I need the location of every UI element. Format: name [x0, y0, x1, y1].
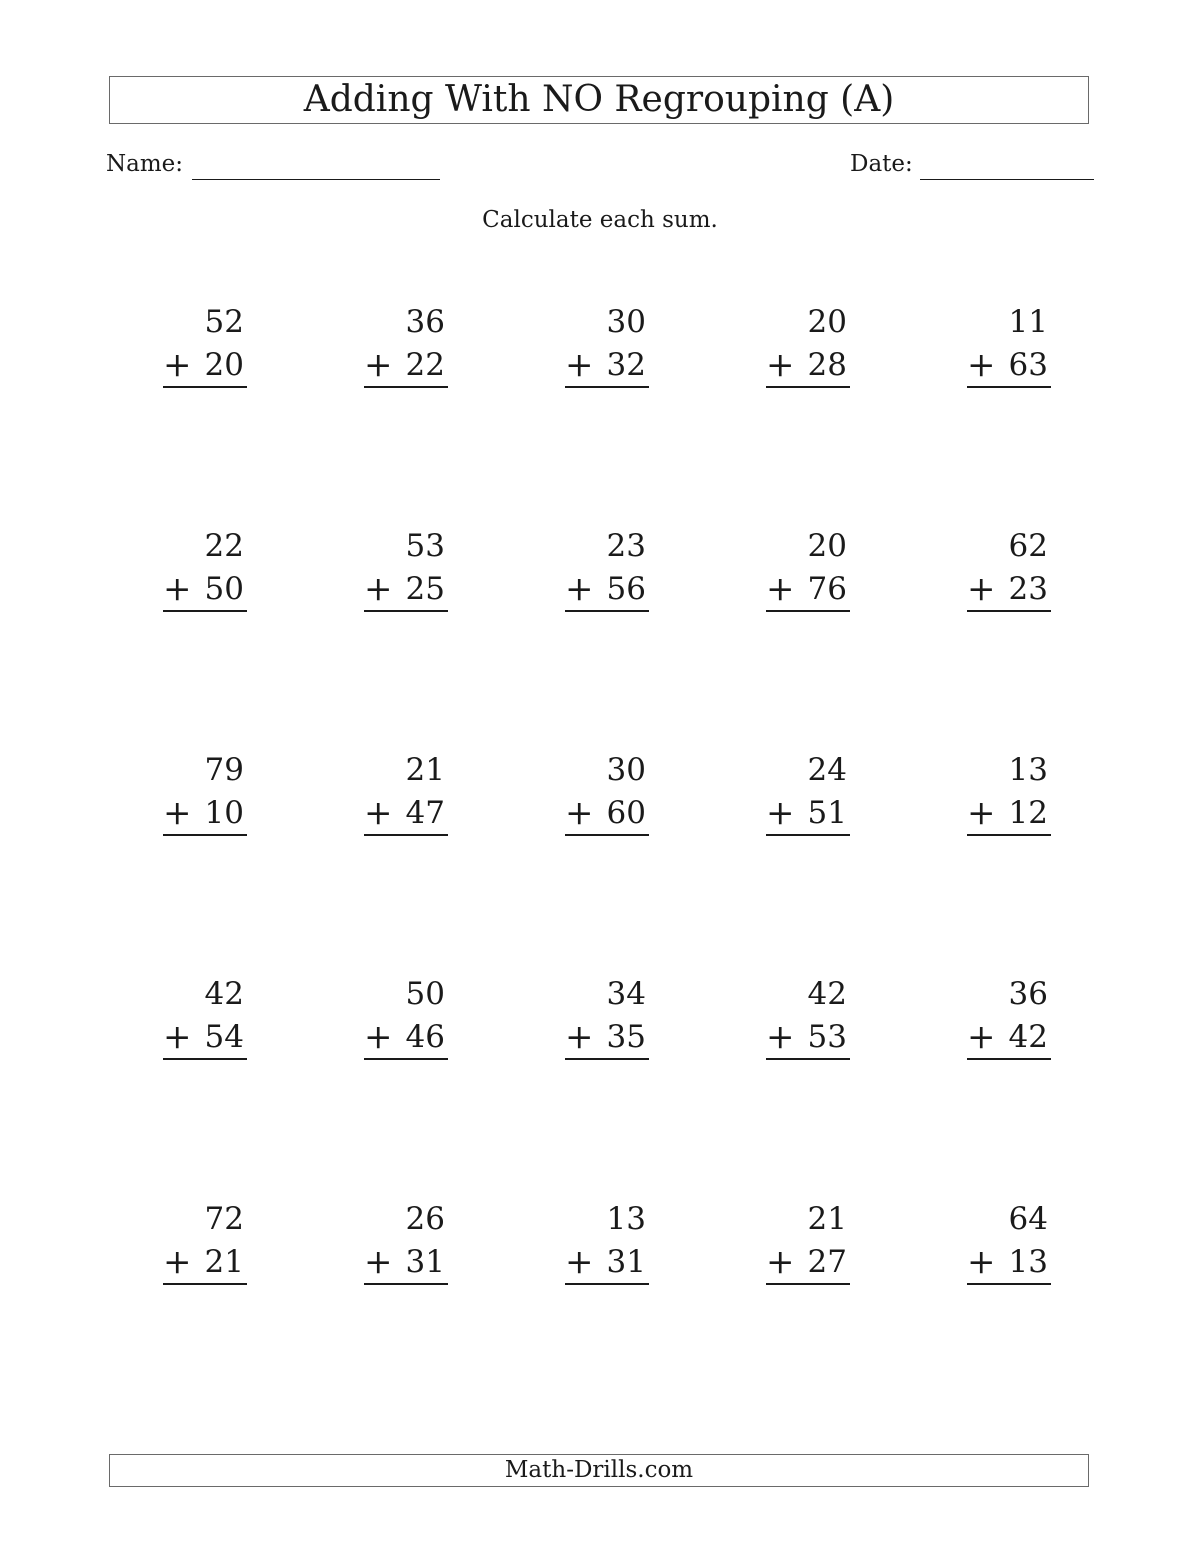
addition-problem — [364, 750, 448, 836]
addend-bottom: 21 — [204, 1244, 244, 1280]
addition-problem — [364, 974, 448, 1060]
footer-site: Math-Drills.com — [109, 1454, 1089, 1487]
addition-problem — [565, 302, 649, 388]
addend-bottom: 35 — [606, 1019, 646, 1055]
addition-problem — [766, 526, 850, 612]
addition-problem — [565, 750, 649, 836]
plus-sign: + — [967, 345, 996, 385]
plus-sign: + — [766, 1017, 795, 1057]
plus-sign: + — [565, 793, 594, 833]
instructions: Calculate each sum. — [482, 207, 718, 233]
sum-line — [967, 1283, 1051, 1285]
name-label: Name: — [106, 151, 184, 177]
addend-bottom: 32 — [606, 347, 646, 383]
sum-line — [364, 1058, 448, 1060]
sum-line — [565, 1058, 649, 1060]
sum-line — [163, 386, 247, 388]
addition-problem — [364, 526, 448, 612]
addend-bottom: 47 — [405, 795, 445, 831]
addend-bottom: 10 — [204, 795, 244, 831]
sum-line — [364, 834, 448, 836]
addend-bottom: 25 — [405, 571, 445, 607]
addend-top: 13 — [606, 1201, 646, 1237]
addend-bottom: 23 — [1008, 571, 1048, 607]
sum-line — [766, 386, 850, 388]
sum-line — [364, 1283, 448, 1285]
addition-problem — [163, 302, 247, 388]
addend-top: 36 — [1008, 976, 1048, 1012]
addend-bottom: 27 — [807, 1244, 847, 1280]
plus-sign: + — [967, 1242, 996, 1282]
addend-top: 42 — [204, 976, 244, 1012]
addend-bottom: 63 — [1008, 347, 1048, 383]
name-field[interactable] — [192, 179, 440, 180]
addend-top: 21 — [807, 1201, 847, 1237]
addition-problem — [766, 302, 850, 388]
plus-sign: + — [163, 1242, 192, 1282]
addition-problem — [967, 302, 1051, 388]
addend-bottom: 76 — [807, 571, 847, 607]
sum-line — [364, 610, 448, 612]
addend-top: 26 — [405, 1201, 445, 1237]
plus-sign: + — [766, 569, 795, 609]
addend-top: 20 — [807, 304, 847, 340]
date-field[interactable] — [920, 179, 1094, 180]
sum-line — [163, 610, 247, 612]
plus-sign: + — [967, 569, 996, 609]
addend-bottom: 53 — [807, 1019, 847, 1055]
sum-line — [565, 1283, 649, 1285]
plus-sign: + — [766, 1242, 795, 1282]
sum-line — [766, 1058, 850, 1060]
sum-line — [766, 834, 850, 836]
addition-problem — [565, 526, 649, 612]
sum-line — [967, 610, 1051, 612]
addend-top: 22 — [204, 528, 244, 564]
sum-line — [163, 1283, 247, 1285]
plus-sign: + — [163, 569, 192, 609]
addend-top: 11 — [1008, 304, 1048, 340]
addend-top: 21 — [405, 752, 445, 788]
sum-line — [163, 834, 247, 836]
plus-sign: + — [766, 345, 795, 385]
sum-line — [766, 1283, 850, 1285]
addition-problem — [565, 1199, 649, 1285]
addend-bottom: 56 — [606, 571, 646, 607]
sum-line — [364, 386, 448, 388]
plus-sign: + — [565, 569, 594, 609]
plus-sign: + — [967, 793, 996, 833]
plus-sign: + — [364, 1017, 393, 1057]
addend-bottom: 60 — [606, 795, 646, 831]
sum-line — [967, 386, 1051, 388]
addend-top: 53 — [405, 528, 445, 564]
addend-top: 42 — [807, 976, 847, 1012]
addition-problem — [766, 974, 850, 1060]
addend-top: 20 — [807, 528, 847, 564]
addend-top: 30 — [606, 752, 646, 788]
addend-bottom: 50 — [204, 571, 244, 607]
plus-sign: + — [565, 1242, 594, 1282]
addend-top: 36 — [405, 304, 445, 340]
addition-problem — [163, 526, 247, 612]
addend-bottom: 31 — [405, 1244, 445, 1280]
plus-sign: + — [565, 1017, 594, 1057]
plus-sign: + — [565, 345, 594, 385]
addend-top: 50 — [405, 976, 445, 1012]
plus-sign: + — [364, 793, 393, 833]
addend-top: 34 — [606, 976, 646, 1012]
addend-bottom: 42 — [1008, 1019, 1048, 1055]
addend-bottom: 31 — [606, 1244, 646, 1280]
date-label: Date: — [850, 151, 913, 177]
addend-bottom: 54 — [204, 1019, 244, 1055]
addition-problem — [364, 1199, 448, 1285]
plus-sign: + — [163, 793, 192, 833]
addend-top: 72 — [204, 1201, 244, 1237]
addend-top: 13 — [1008, 752, 1048, 788]
addition-problem — [163, 750, 247, 836]
addend-bottom: 46 — [405, 1019, 445, 1055]
sum-line — [163, 1058, 247, 1060]
addend-top: 24 — [807, 752, 847, 788]
addition-problem — [967, 1199, 1051, 1285]
addition-problem — [163, 974, 247, 1060]
addend-bottom: 22 — [405, 347, 445, 383]
addition-problem — [967, 526, 1051, 612]
plus-sign: + — [163, 1017, 192, 1057]
sum-line — [565, 386, 649, 388]
addend-bottom: 12 — [1008, 795, 1048, 831]
addition-problem — [565, 974, 649, 1060]
addition-problem — [967, 974, 1051, 1060]
addition-problem — [163, 1199, 247, 1285]
addend-bottom: 13 — [1008, 1244, 1048, 1280]
addition-problem — [766, 1199, 850, 1285]
addend-bottom: 20 — [204, 347, 244, 383]
addition-problem — [766, 750, 850, 836]
addend-top: 23 — [606, 528, 646, 564]
plus-sign: + — [163, 345, 192, 385]
sum-line — [565, 834, 649, 836]
plus-sign: + — [766, 793, 795, 833]
plus-sign: + — [364, 569, 393, 609]
worksheet-title: Adding With NO Regrouping (A) — [109, 76, 1089, 124]
addend-top: 62 — [1008, 528, 1048, 564]
addition-problem — [364, 302, 448, 388]
sum-line — [766, 610, 850, 612]
addend-top: 30 — [606, 304, 646, 340]
addend-top: 64 — [1008, 1201, 1048, 1237]
sum-line — [967, 834, 1051, 836]
addend-bottom: 51 — [807, 795, 847, 831]
plus-sign: + — [364, 1242, 393, 1282]
sum-line — [967, 1058, 1051, 1060]
addend-top: 52 — [204, 304, 244, 340]
addend-top: 79 — [204, 752, 244, 788]
addend-bottom: 28 — [807, 347, 847, 383]
plus-sign: + — [364, 345, 393, 385]
sum-line — [565, 610, 649, 612]
addition-problem — [967, 750, 1051, 836]
plus-sign: + — [967, 1017, 996, 1057]
